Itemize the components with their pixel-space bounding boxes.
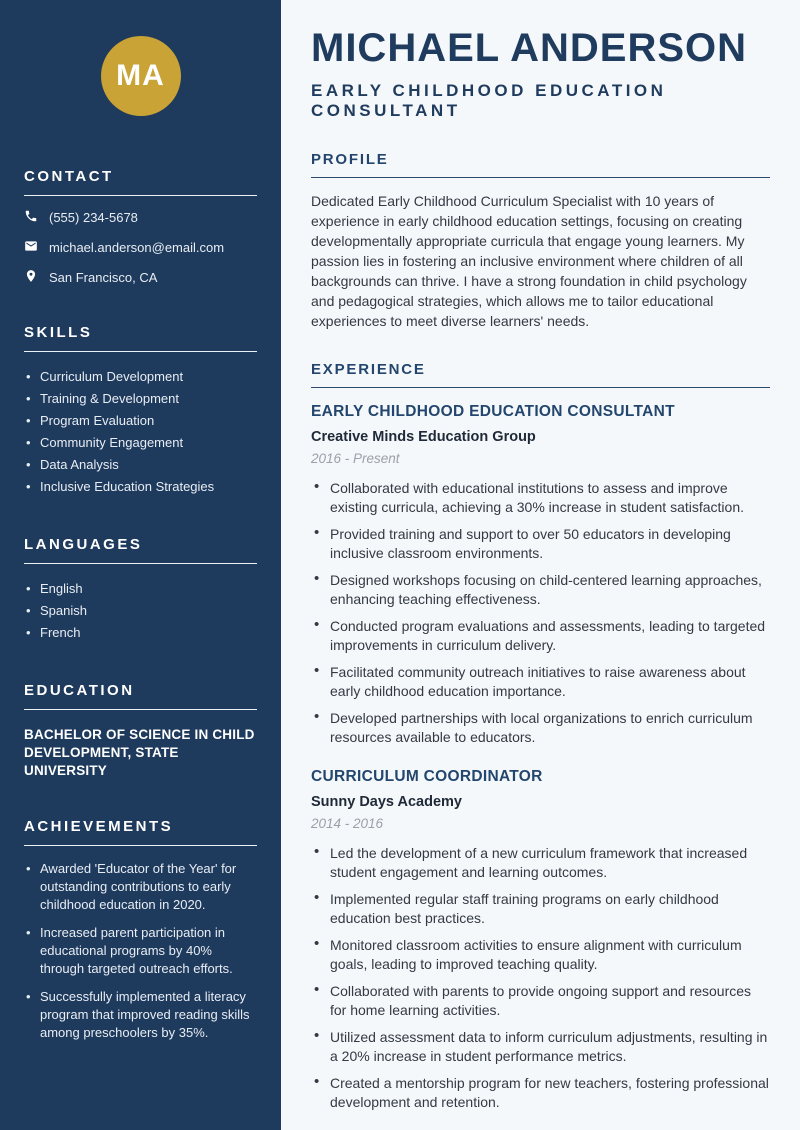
section-divider — [311, 387, 770, 388]
list-item: • Data Analysis — [24, 454, 257, 476]
profile-text: Dedicated Early Childhood Curriculum Specialist with 10 years of experience in early childhood education settings, focusing on creating developmentally appropriate curricula that engage young learners. My passion lies in fostering an inclusive environment where children of all backgrounds can thrive. I have a strong foundation in child psychology and pedagogical strategies, which allows me to tailor educational experiences to meet diverse learners' needs. — [311, 193, 747, 329]
list-item: • Program Evaluation — [24, 410, 257, 432]
list-item: • Implemented regular staff training programs on early childhood education best practices. — [311, 890, 770, 927]
sidebar-section-skills — [24, 324, 257, 498]
contact-phone-text: (555) 234-5678 — [49, 210, 138, 225]
sidebar-section-achievements — [24, 818, 257, 1042]
sidebar-section-education — [24, 682, 257, 780]
list-item: • Facilitated community outreach initiatives to raise awareness about early childhood education importance. — [311, 663, 770, 700]
experience-entry — [311, 403, 770, 746]
achievements-heading: ACHIEVEMENTS — [24, 818, 174, 835]
skills-heading: SKILLS — [24, 324, 93, 341]
languages-list — [24, 578, 257, 644]
section-divider — [24, 709, 257, 710]
education-heading: EDUCATION — [24, 682, 135, 699]
sidebar-section-languages — [24, 536, 257, 644]
list-item: • Inclusive Education Strategies — [24, 476, 257, 498]
contact-heading: CONTACT — [24, 168, 114, 185]
list-item: • Conducted program evaluations and assessments, leading to targeted improvements in curriculum delivery. — [311, 617, 770, 654]
list-item: • Created a mentorship program for new teachers, fostering professional development and retention. — [311, 1074, 770, 1111]
main-content — [281, 0, 800, 1130]
professional-title: EARLY CHILDHOOD EDUCATION CONSULTANT — [311, 81, 667, 120]
job-bullet-list — [311, 844, 770, 1111]
list-item: • French — [24, 622, 257, 644]
list-item: • Designed workshops focusing on child-centered learning approaches, enhancing teaching effectiveness. — [311, 571, 770, 608]
sidebar-section-contact — [24, 168, 257, 286]
list-item: • Community Engagement — [24, 432, 257, 454]
job-role: EARLY CHILDHOOD EDUCATION CONSULTANT — [311, 403, 675, 420]
list-item: • Collaborated with educational institutions to assess and improve existing curricula, achieving a 30% increase in student satisfaction. — [311, 479, 770, 516]
section-divider — [24, 563, 257, 564]
list-item: • Increased parent participation in educational programs by 40% through targeted outreach efforts. — [24, 924, 257, 978]
list-item: • Led the development of a new curriculum framework that increased student engagement and learning outcomes. — [311, 844, 770, 881]
list-item: • Utilized assessment data to inform curriculum adjustments, resulting in a 20% increase in student performance metrics. — [311, 1028, 770, 1065]
skills-list — [24, 366, 257, 498]
avatar-initials: MA — [116, 59, 165, 92]
page-title: MICHAEL ANDERSON — [311, 26, 748, 70]
profile-section — [311, 151, 770, 331]
profile-heading: PROFILE — [311, 151, 389, 168]
experience-heading: EXPERIENCE — [311, 361, 426, 378]
languages-heading: LANGUAGES — [24, 536, 143, 553]
phone-icon — [24, 209, 38, 226]
contact-row-location — [24, 269, 257, 286]
list-item: • Monitored classroom activities to ensure alignment with curriculum goals, leading to improved teaching quality. — [311, 936, 770, 973]
list-item: • Curriculum Development — [24, 366, 257, 388]
job-role: CURRICULUM COORDINATOR — [311, 768, 543, 785]
list-item: • Training & Development — [24, 388, 257, 410]
job-dates: 2016 - Present — [311, 451, 400, 466]
location-icon — [24, 269, 38, 286]
contact-row-phone — [24, 209, 257, 226]
job-company: Creative Minds Education Group — [311, 429, 536, 445]
sidebar — [0, 0, 281, 1130]
list-item: • Developed partnerships with local organizations to enrich curriculum resources available to educators. — [311, 709, 770, 746]
email-icon — [24, 239, 38, 256]
job-bullet-list — [311, 479, 770, 746]
experience-section — [311, 361, 770, 1111]
contact-row-email — [24, 239, 257, 256]
job-company: Sunny Days Academy — [311, 794, 462, 810]
list-item: • Spanish — [24, 600, 257, 622]
contact-email-text: michael.anderson@email.com — [49, 240, 225, 255]
contact-location-text: San Francisco, CA — [49, 270, 158, 285]
section-divider — [24, 845, 257, 846]
avatar — [101, 36, 181, 116]
section-divider — [311, 177, 770, 178]
list-item: • English — [24, 578, 257, 600]
list-item: • Awarded 'Educator of the Year' for outstanding contributions to early childhood education in 2020. — [24, 860, 257, 914]
experience-entry — [311, 768, 770, 1111]
section-divider — [24, 351, 257, 352]
job-dates: 2014 - 2016 — [311, 816, 384, 831]
education-degree: BACHELOR OF SCIENCE IN CHILD DEVELOPMENT, STATE UNIVERSITY — [24, 727, 255, 778]
contact-list — [24, 209, 257, 286]
list-item: • Successfully implemented a literacy program that improved reading skills among preschoolers by 35%. — [24, 988, 257, 1042]
achievements-list — [24, 860, 257, 1042]
list-item: • Provided training and support to over 50 educators in developing inclusive classroom environments. — [311, 525, 770, 562]
section-divider — [24, 195, 257, 196]
list-item: • Collaborated with parents to provide ongoing support and resources for home learning activities. — [311, 982, 770, 1019]
